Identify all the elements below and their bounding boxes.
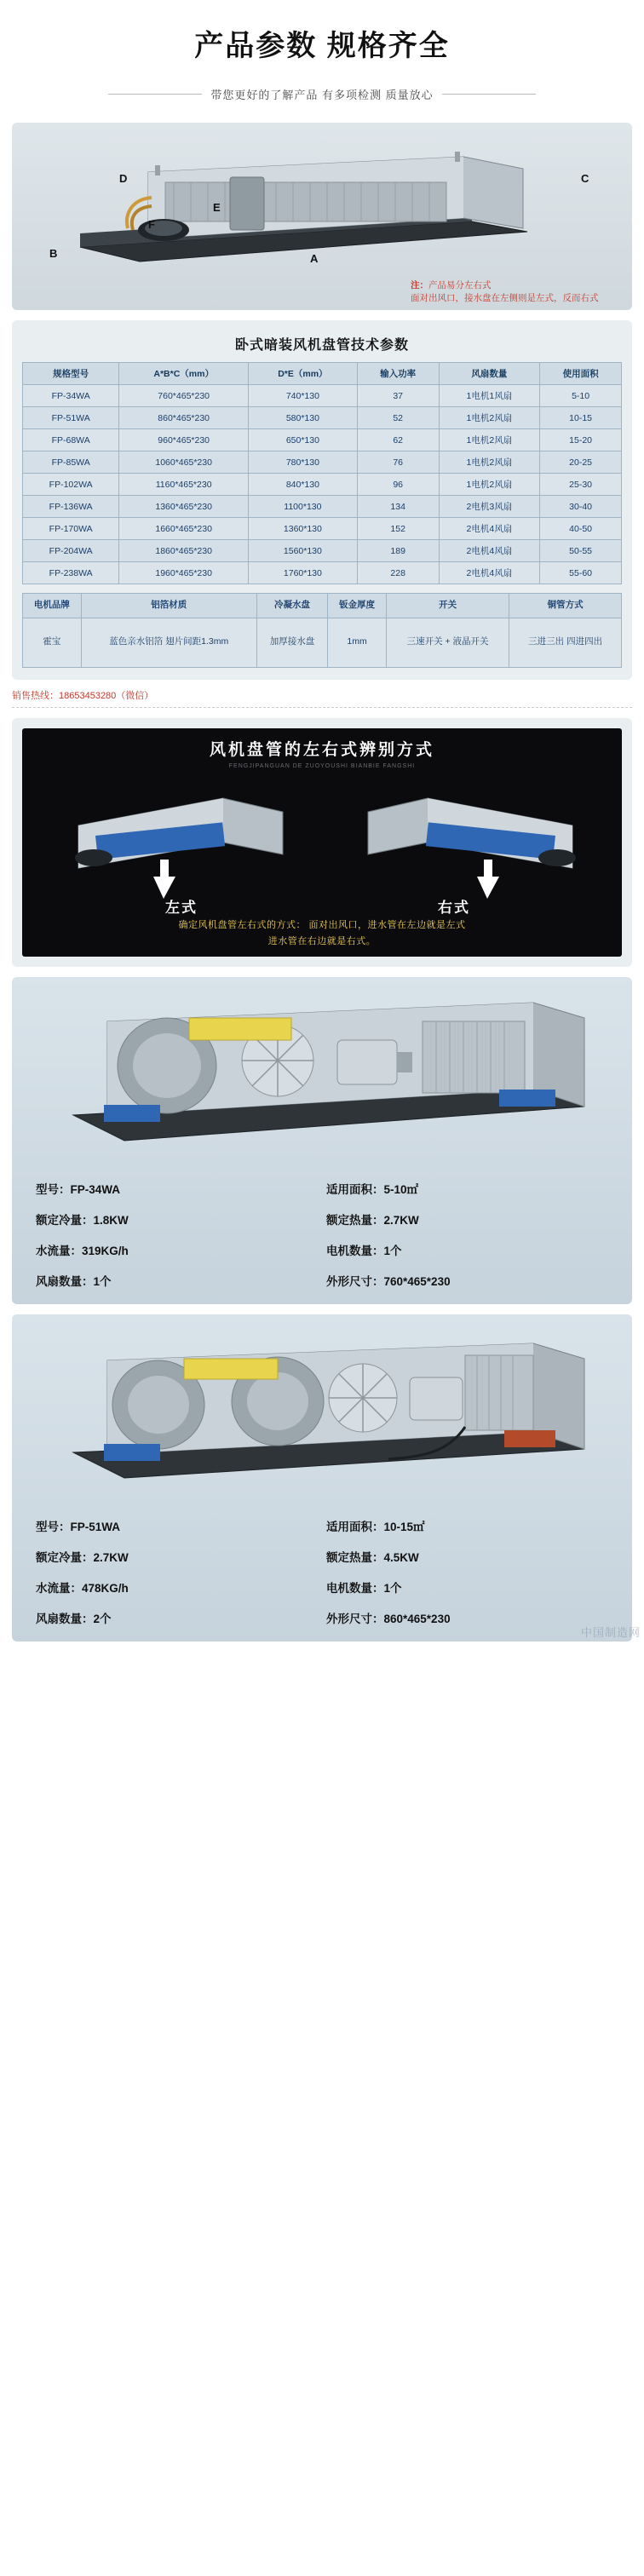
left-right-unit-diagram — [27, 764, 622, 900]
table-row — [23, 618, 622, 667]
cell-model: FP-68WA — [23, 429, 119, 451]
cell-de: 1100*130 — [249, 496, 358, 518]
identify-footnote-line1: 确定风机盘管左右式的方式： 面对出风口，进水管在左边就是左式 — [178, 920, 466, 931]
cell-de: 1360*130 — [249, 518, 358, 540]
spec-model: 型号：FP-34WA — [36, 1182, 121, 1196]
spec-area: 适用面积：5-10㎡ — [326, 1182, 419, 1196]
motor-col-switch: 开关 — [386, 594, 509, 618]
motor-col-sheet: 钣金厚度 — [328, 594, 387, 618]
right-type-label: 右式 — [438, 899, 470, 916]
cell-fan: 1电机2风扇 — [439, 451, 540, 474]
divider-left — [108, 94, 202, 95]
dimension-label-a: A — [310, 252, 319, 265]
motor-cell-foil: 蓝色亲水铝箔 翅片间距1.3mm — [81, 618, 256, 667]
cell-abc: 960*465*230 — [119, 429, 249, 451]
motor-col-foil: 铝箔材质 — [81, 594, 256, 618]
dimension-label-e: E — [213, 201, 221, 214]
note-text: 产品易分左右式 — [428, 279, 492, 290]
table-row — [23, 429, 622, 451]
dimension-label-b: B — [49, 247, 58, 260]
spec-panel — [12, 320, 632, 680]
spec-cooling: 额定冷量：2.7KW — [36, 1550, 129, 1564]
model-card-fp34wa — [12, 977, 632, 1304]
cell-power: 62 — [357, 429, 439, 451]
spec-col-area: 使用面积 — [540, 363, 622, 385]
model-specs-fp34wa — [22, 1166, 622, 1294]
cell-area: 55-60 — [540, 562, 622, 584]
divider-right — [442, 94, 536, 95]
cell-fan: 1电机2风扇 — [439, 429, 540, 451]
motor-col-brand: 电机品牌 — [23, 594, 82, 618]
motor-cell-brand: 霍宝 — [23, 618, 82, 667]
fan-coil-photo-2 — [22, 1325, 618, 1504]
motor-cell-pan: 加厚接水盘 — [256, 618, 327, 667]
table-row — [23, 385, 622, 407]
model-photo-fp51wa — [22, 1325, 622, 1504]
note-title: 注： — [411, 279, 428, 290]
cell-area: 10-15 — [540, 407, 622, 429]
dimension-label-d: D — [119, 172, 128, 185]
cell-model: FP-136WA — [23, 496, 119, 518]
model-specs-fp51wa — [22, 1504, 622, 1631]
cell-power: 37 — [357, 385, 439, 407]
cell-area: 40-50 — [540, 518, 622, 540]
cell-abc: 860*465*230 — [119, 407, 249, 429]
dimension-label-c: C — [581, 172, 589, 185]
table-row — [23, 562, 622, 584]
table-row — [23, 451, 622, 474]
watermark: 中国制造网 — [580, 1625, 641, 1639]
table-row — [23, 474, 622, 496]
left-right-note — [411, 279, 624, 305]
spec-col-power: 输入功率 — [357, 363, 439, 385]
cell-abc: 1160*465*230 — [119, 474, 249, 496]
motor-col-pan: 冷凝水盘 — [256, 594, 327, 618]
cell-fan: 1电机2风扇 — [439, 474, 540, 496]
cell-abc: 1060*465*230 — [119, 451, 249, 474]
cell-model: FP-204WA — [23, 540, 119, 562]
cell-de: 780*130 — [249, 451, 358, 474]
cell-de: 840*130 — [249, 474, 358, 496]
fan-coil-photo-1 — [22, 987, 618, 1166]
cell-abc: 1960*465*230 — [119, 562, 249, 584]
identify-footnote — [22, 917, 622, 949]
spec-cooling: 额定冷量：1.8KW — [36, 1213, 129, 1227]
identify-title: 风机盘管的左右式辨别方式 — [209, 740, 434, 759]
cell-model: FP-51WA — [23, 407, 119, 429]
spec-heating: 额定热量：4.5KW — [326, 1550, 419, 1564]
table-row — [23, 407, 622, 429]
table-row — [23, 518, 622, 540]
cell-abc: 760*465*230 — [119, 385, 249, 407]
cell-power: 228 — [357, 562, 439, 584]
cell-abc: 1660*465*230 — [119, 518, 249, 540]
cell-power: 189 — [357, 540, 439, 562]
motor-table-header-row — [23, 594, 622, 618]
table-row — [23, 540, 622, 562]
spec-col-de: D*E（mm） — [249, 363, 358, 385]
motor-cell-switch: 三速开关 + 液晶开关 — [386, 618, 509, 667]
cell-fan: 2电机3风扇 — [439, 496, 540, 518]
product-photo-band — [12, 123, 632, 310]
page-header — [0, 0, 644, 111]
cell-area: 20-25 — [540, 451, 622, 474]
cell-model: FP-34WA — [23, 385, 119, 407]
motor-cell-sheet: 1mm — [328, 618, 387, 667]
cell-model: FP-85WA — [23, 451, 119, 474]
sales-hotline: 销售热线：18653453280（微信） — [12, 688, 632, 708]
page-title: 产品参数 规格齐全 — [194, 30, 450, 62]
cell-model: FP-102WA — [23, 474, 119, 496]
cell-power: 52 — [357, 407, 439, 429]
spec-fan-count: 风扇数量：1个 — [36, 1274, 112, 1288]
cell-area: 30-40 — [540, 496, 622, 518]
left-type-label: 左式 — [165, 899, 198, 916]
model-card-fp51wa — [12, 1314, 641, 1642]
cell-power: 76 — [357, 451, 439, 474]
spec-motor-count: 电机数量：1个 — [326, 1244, 402, 1257]
cell-area: 50-55 — [540, 540, 622, 562]
cell-fan: 2电机4风扇 — [439, 562, 540, 584]
identify-illustration — [22, 728, 622, 957]
dimension-label-f: F — [148, 218, 155, 231]
cell-area: 5-10 — [540, 385, 622, 407]
cell-power: 134 — [357, 496, 439, 518]
spec-motor-count: 电机数量：1个 — [326, 1581, 402, 1595]
cell-de: 1560*130 — [249, 540, 358, 562]
page-subtitle-row — [0, 86, 644, 102]
table-row — [23, 496, 622, 518]
fan-coil-unit-illustration — [63, 147, 540, 274]
motor-col-pipe: 铜管方式 — [509, 594, 622, 618]
note-text-line2: 面对出风口，接水盘在左侧则是左式，反而右式 — [411, 292, 599, 303]
cell-fan: 1电机1风扇 — [439, 385, 540, 407]
cell-area: 15-20 — [540, 429, 622, 451]
cell-de: 580*130 — [249, 407, 358, 429]
spec-col-model: 规格型号 — [23, 363, 119, 385]
cell-fan: 1电机2风扇 — [439, 407, 540, 429]
cell-de: 1760*130 — [249, 562, 358, 584]
motor-spec-table — [22, 593, 622, 668]
left-right-identify-panel — [12, 718, 632, 967]
cell-area: 25-30 — [540, 474, 622, 496]
spec-waterflow: 水流量：319KG/h — [36, 1244, 129, 1257]
cell-fan: 2电机4风扇 — [439, 518, 540, 540]
cell-power: 96 — [357, 474, 439, 496]
cell-model: FP-238WA — [23, 562, 119, 584]
spec-waterflow: 水流量：478KG/h — [36, 1581, 129, 1595]
spec-model: 型号：FP-51WA — [36, 1520, 121, 1533]
spec-heating: 额定热量：2.7KW — [326, 1213, 419, 1227]
cell-de: 650*130 — [249, 429, 358, 451]
identify-subtitle: FENGJIPANGUAN DE ZUOYOUSHI BIANBIE FANGSHI — [228, 762, 416, 769]
spec-col-abc: A*B*C（mm） — [119, 363, 249, 385]
cell-power: 152 — [357, 518, 439, 540]
motor-cell-pipe: 三进三出 四进四出 — [509, 618, 622, 667]
cell-de: 740*130 — [249, 385, 358, 407]
cell-abc: 1860*465*230 — [119, 540, 249, 562]
identify-footnote-line2: 进水管在右边就是右式。 — [267, 936, 377, 947]
cell-abc: 1360*465*230 — [119, 496, 249, 518]
spec-table-title: 卧式暗装风机盘管技术参数 — [234, 338, 409, 353]
spec-table — [22, 362, 622, 584]
spec-fan-count: 风扇数量：2个 — [36, 1612, 112, 1625]
spec-dimensions: 外形尺寸：860*465*230 — [326, 1612, 451, 1625]
spec-col-fancount: 风扇数量 — [439, 363, 540, 385]
cell-model: FP-170WA — [23, 518, 119, 540]
model-photo-fp34wa — [22, 987, 622, 1166]
spec-dimensions: 外形尺寸：760*465*230 — [326, 1274, 451, 1288]
page-subtitle: 带您更好的了解产品 有多项检测 质量放心 — [210, 89, 434, 101]
cell-fan: 2电机4风扇 — [439, 540, 540, 562]
spec-table-header-row — [23, 363, 622, 385]
spec-area: 适用面积：10-15㎡ — [326, 1520, 425, 1533]
